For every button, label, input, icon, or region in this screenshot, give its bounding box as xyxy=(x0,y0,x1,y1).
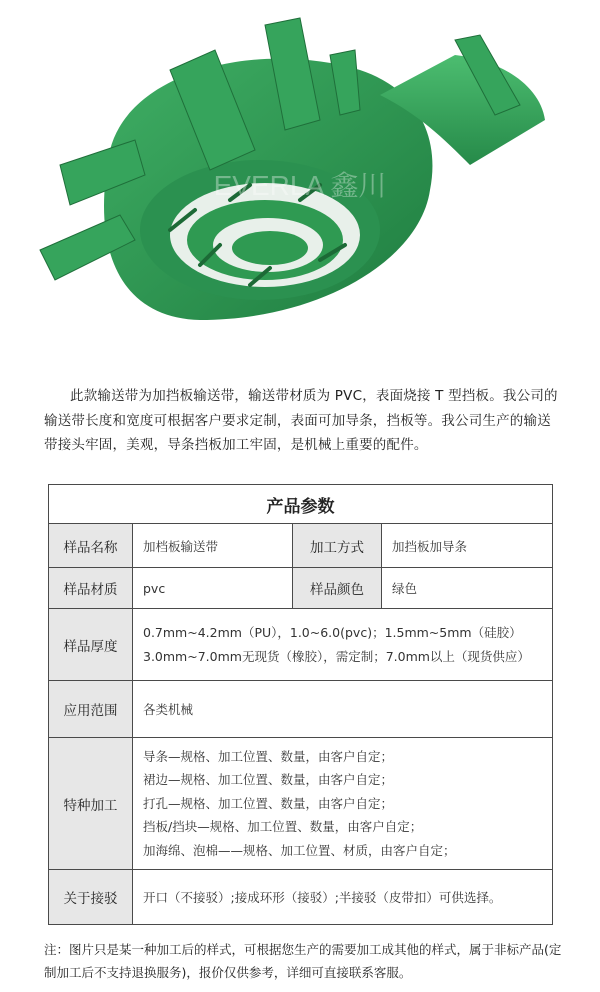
special-line: 挡板/挡块—规格、加工位置、数量，由客户自定； xyxy=(143,819,423,835)
material-value: pvc xyxy=(133,568,293,609)
process-label: 加工方式 xyxy=(293,524,382,568)
belt-illustration xyxy=(0,0,600,370)
color-label: 样品颜色 xyxy=(293,568,382,609)
thickness-line: 0.7mm~4.2mm（PU），1.0~6.0(pvc)；1.5mm~5mm（硅胶） xyxy=(143,625,522,640)
color-value: 绿色 xyxy=(382,568,553,609)
product-photo xyxy=(0,0,600,370)
special-line: 裙边—规格、加工位置、数量，由客户自定； xyxy=(143,772,394,788)
table-title-row xyxy=(49,485,553,524)
thickness-label: 样品厚度 xyxy=(49,609,133,681)
scope-label: 应用范围 xyxy=(49,681,133,738)
table-row xyxy=(49,609,553,681)
special-value xyxy=(133,738,553,870)
table-row xyxy=(49,524,553,568)
thickness-line: 3.0mm~7.0mm无现货（橡胶），需定制；7.0mm以上（现货供应） xyxy=(143,648,530,664)
table-row xyxy=(49,568,553,609)
intro-paragraph: 此款输送带为加挡板输送带，输送带材质为 PVC，表面烧接 T 型挡板。我公司的输送带长度和宽度可根据客户要求定制，表面可加导条，挡板等。我公司生产的输送带接头牢固，美观，导条挡板加工牢固，是机械上重要的配件。 xyxy=(44,388,558,453)
name-value: 加档板输送带 xyxy=(133,524,293,568)
table-row xyxy=(49,870,553,925)
joint-label: 关于接驳 xyxy=(49,870,133,925)
process-value: 加挡板加导条 xyxy=(382,524,553,568)
special-line: 导条—规格、加工位置、数量，由客户自定； xyxy=(143,748,394,764)
scope-value: 各类机械 xyxy=(133,681,553,738)
special-line: 打孔—规格、加工位置、数量，由客户自定； xyxy=(143,795,394,811)
special-line: 加海绵、泡棉——规格、加工位置、材质，由客户自定； xyxy=(143,842,456,858)
material-label: 样品材质 xyxy=(49,568,133,609)
name-label: 样品名称 xyxy=(49,524,133,568)
thickness-value xyxy=(133,609,553,681)
joint-value: 开口（不接驳）;接成环形（接驳）;半接驳（皮带扣）可供选择。 xyxy=(133,870,553,925)
table-title: 产品参数 xyxy=(49,485,553,524)
params-table xyxy=(48,484,553,925)
special-label: 特种加工 xyxy=(49,738,133,870)
footnote: 注：图片只是某一种加工后的样式，可根据您生产的需要加工成其他的样式，属于非标产品(定制加工后不支持退换服务)，报价仅供参考，详细可直接联系客服。 xyxy=(44,942,562,980)
watermark: EVERLA 鑫川 xyxy=(213,170,387,201)
table-row xyxy=(49,738,553,870)
table-row xyxy=(49,681,553,738)
